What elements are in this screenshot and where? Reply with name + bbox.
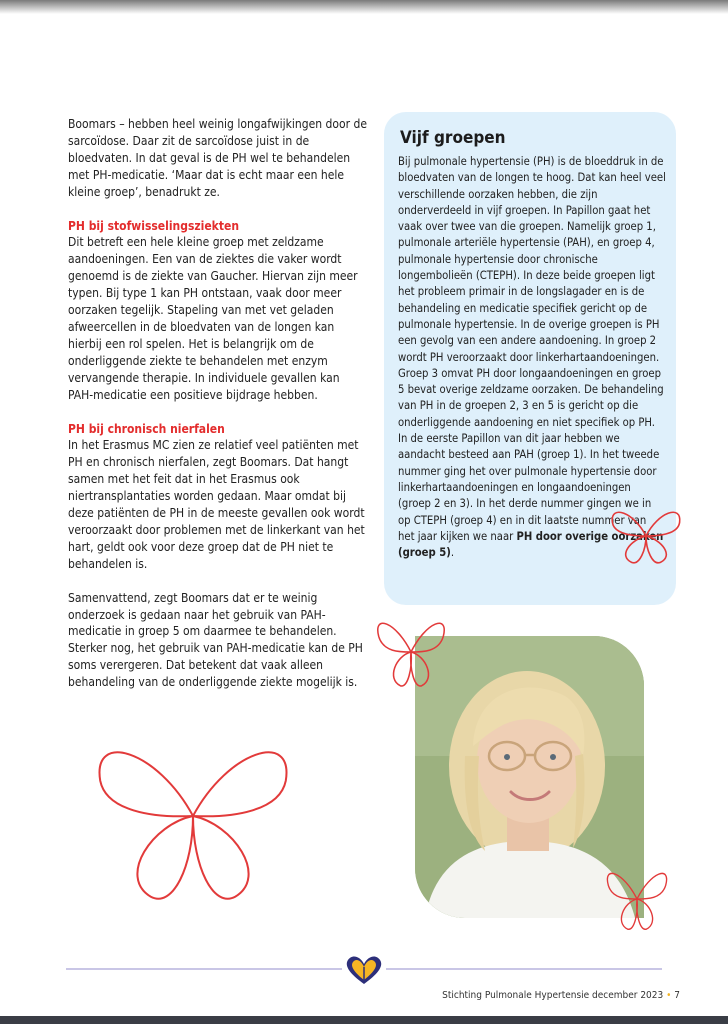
page-bottom-bar (0, 1016, 728, 1024)
article-intro: Boomars – hebben heel weinig longafwijkingen door de sarcoïdose. Daar zit de sarcoïdose juist in de bloedvaten. In dat geval is de PH wel te behandelen met PH-medicatie. ‘Maar dat is echt maar een hele kleine groep’, benadrukt ze. (68, 117, 367, 199)
butterfly-outline-icon (602, 858, 672, 940)
page-top-shadow (0, 0, 728, 14)
footer-separator: • (666, 990, 672, 1001)
heart-butterfly-logo-icon (344, 954, 384, 986)
butterfly-outline-icon (82, 705, 304, 937)
footer-line-left (66, 968, 342, 970)
section-heading-kidney: PH bij chronisch nierfalen (68, 421, 225, 436)
footer-page-number: 7 (674, 990, 680, 1001)
info-box-title: Vijf groepen (400, 128, 506, 148)
info-box-paragraph-2-text: In de eerste Papillon van dit jaar hebben we aandacht besteed aan PAH (groep 1). In het tweede nummer ging het over pulmonale hypertensie door linkerhartaandoeningen en longaandoeningen (groep 2 en 3). In het derde nummer gingen we in op CTEPH (groep 4) en in dit laatste nummer van het jaar kijken we naar (398, 432, 660, 543)
section-body-kidney: In het Erasmus MC zien ze relatief veel patiënten met PH en chronisch nierfalen, zegt Boomars. Dat hangt samen met het feit dat in het Erasmus ook niertransplantaties worden gedaan. Maar omdat bij deze patiënten de PH in de meeste gevallen ook wordt veroorzaakt door problemen met de linkerkant van het hart, geldt ook voor deze groep dat de PH niet te behandelen is. (68, 438, 365, 571)
footer-publication-text: Stichting Pulmonale Hypertensie december 2023 (442, 990, 664, 1001)
info-box-paragraph-2-end: . (450, 546, 455, 560)
footer-line-right (386, 968, 662, 970)
footer-publication (442, 990, 680, 1001)
article-conclusion: Samenvattend, zegt Boomars dat er te weinig onderzoek is gedaan naar het gebruik van PAH-medicatie in groep 5 om daarmee te behandelen. Sterker nog, het gebruik van PAH-medicatie kan de PH soms verergeren. Dat betekent dat vaak alleen behandeling van de onderliggende ziekte mogelijk is. (68, 590, 363, 690)
info-box-paragraph-2-bold: PH door overige oorzaken (groep 5) (398, 529, 664, 560)
butterfly-outline-icon (606, 500, 686, 572)
section-heading-metabolic: PH bij stofwisselingsziekten (68, 218, 240, 233)
article-left-column (68, 116, 368, 691)
butterfly-outline-icon (372, 606, 450, 698)
section-body-metabolic: Dit betreft een hele kleine groep met zeldzame aandoeningen. Een van de ziektes die vaker wordt genoemd is de ziekte van Gaucher. Hiervan zijn meer typen. Bij type 1 kan PH ontstaan, vaak door meer oorzaken tegelijk. Stapeling van met vet geladen afweercellen in de bloedvaten van de longen kan hierbij een rol spelen. Het is belangrijk om de onderliggende ziekte te behandelen met enzym vervangende therapie. In individuele gevallen kan PAH-medicatie een positieve bijdrage hebben. (68, 235, 358, 402)
info-box-paragraph-1: Bij pulmonale hypertensie (PH) is de bloeddruk in de bloedvaten van de longen te hoog. Dat kan heel veel verschillende oorzaken hebben, die zijn onderverdeeld in vijf groepen. In Papillon gaat het vaak over twee van die groepen. Namelijk groep 1, pulmonale arteriële hypertensie (PAH), en groep 4, pulmonale hypertensie door chronische longembolieën (CTEPH). In deze beide groepen ligt het probleem primair in de longslagader en is de behandeling en medicatie specifiek gericht op de pulmonale hypertensie. In de overige groepen is PH een gevolg van een andere aandoening. In groep 2 wordt PH veroorzaakt door linkerhartaandoeningen. Groep 3 omvat PH door longaandoeningen en groep 5 bevat overige zeldzame oorzaken. De behandeling van PH in de groepen 2, 3 en 5 is gericht op die onderliggende aandoening en niet specifiek op PH. (398, 155, 666, 429)
